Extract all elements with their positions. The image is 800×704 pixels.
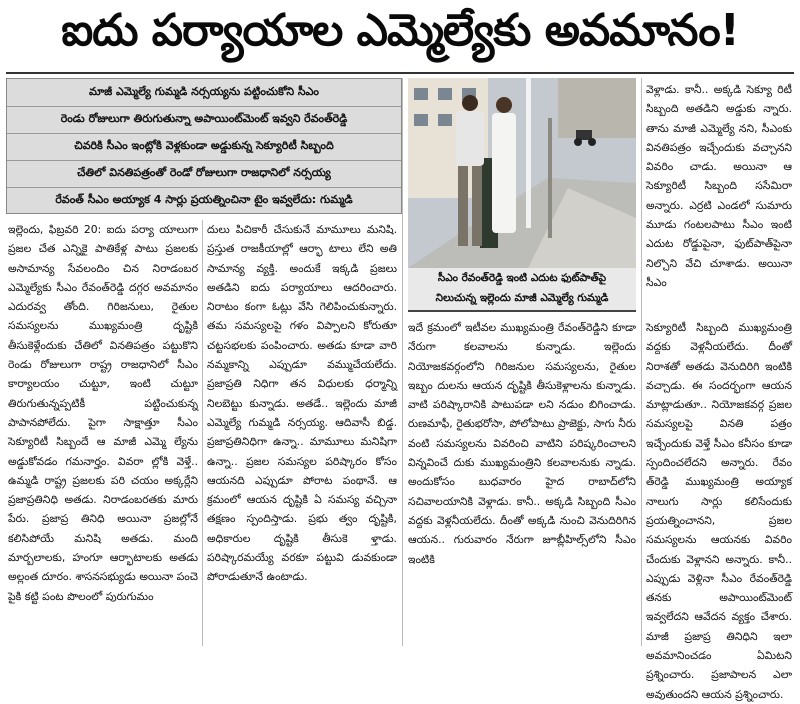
summary-line: మాజీ ఎమ్మెల్యే గుమ్మడి నర్సయ్యను పట్టించుకోని సీఎం — [88, 84, 320, 98]
photo-person-shirt — [456, 111, 484, 166]
summary-box — [6, 78, 402, 214]
photo-window — [438, 114, 452, 126]
column-divider — [641, 78, 642, 646]
summary-line: రెండు రోజులుగా తిరుగుతున్నా అపాయింట్‌మెంట్ ఇవ్వని రేవంత్‌రెడ్డి — [60, 111, 348, 125]
photo-caption — [408, 268, 636, 312]
article-text: ఇదే క్రమంలో ఇటీవల ముఖ్యమంత్రి రేవంత్‌రెడ్డిని కూడా నేరుగా కలవాలను కున్నాడు. ఇల్లెందు నియోజకవర్గంలోని గిరిజనుల సమస్యలను, రైతుల ఇబ్బం దులను ఆయన దృష్టికి తీసుకెళ్లాలను కున్నాడు. వాటి పరిష్కారానికి పాటుపడా లని నడుం బిగించాడు. రుణమాఫీ, రైతుభరోసా, పోలోపాటు ప్రాజెక్టు, సాగు నీరు వంటి సమస్యలను వివరించి వాటిని పరిష్కరించాలని విన్నవించే దుకు ముఖ్యమంత్రిని కలవాలనుకు న్నాడు. అందుకోసం బుధవారం హైద రాబాద్‌లోని సచివాలయానికి వెళ్లాడు. కానీ.. అక్కడి సిబ్బంది సీఎం వద్దకు వెళ్లనీయలేదు. దీంతో అక్కడి నుంచి వెనుదిరిగిన ఆయన.. గురువారం నేరుగా జూబ్లీహిల్స్‌లోని సీఎం ఇంటికి — [408, 321, 636, 566]
caption-line: సీఎం రేవంత్‌రెడ్డి ఇంటి ఎదుట ఫుట్‌పాత్‌పై — [437, 272, 607, 284]
photo-person-dhoti — [492, 113, 516, 233]
photo-illustration — [408, 78, 636, 268]
article-text: సెక్యూరిటీ సిబ్బంది ముఖ్యమంత్రి వద్దకు వెళ్లనీయలేదు. దీంతో నిరాశతో అతడు వెనుదిరిగి ఇంటికి వచ్చాడు. ఈ సందర్భంగా ఆయన మాట్లాడుతూ.. నియోజకవర్గ ప్రజల సమస్యలపై వినతి పత్రం ఇచ్చేందుకు వెళ్తే సీఎం కనీసం కూడా స్పందించలేదని అన్నారు. రేవం త్‌రెడ్డి ముఖ్యమంత్రి అయ్యాక నాలుగు సార్లు కలిసేందుకు ప్రయత్నించానని, ప్రజల సమస్యలను ఆయనకు వివరిం చేందుకు వెళ్లానని అన్నారు. కానీ.. ఎప్పుడు వెళ్లినా సీఎం రేవంత్‌రెడ్డి తనకు అపాయింట్‌మెంట్ ఇవ్వలేదని ఆవేదన వ్యక్తం చేశారు. మాజీ ప్రజాప్ర తినిధిని ఇలా అవమానించడం ఏమిటని ప్రశ్నించారు. ప్రజాపాలన ఎలా అవుతుందని ఆయన ప్రశ్నించారు. — [646, 321, 792, 701]
column-divider — [402, 78, 403, 646]
article-column-3 — [408, 318, 636, 646]
photo-window — [414, 114, 428, 126]
article-text: దులు పిచికారీ చేసుకునే మామూలు మనిషి. ప్రస్తుత రాజకీయాల్లో ఆర్భా టాలు లేని అతి సామాన్య వ్యక్తి. అందుకే ఇక్కడి ప్రజలు అతడిని ఐదు పర్యాయాలు ఆదరించారు. నిరాటం కంగా ఓట్లు వేసి గెలిపించుకున్నారు. తమ సమస్యలపై గళం విప్పాలని కోరుతూ చట్టసభలకు పంపించారు. అతడు కూడా వారి నమ్మకాన్ని ఎప్పుడూ వమ్ముచేయలేదు. ప్రజాప్రతి నిధిగా తన విధులకు ధర్మాన్ని నిలబెట్టు కున్నాడు. అతడే.. ఇల్లెందు మాజీ ఎమ్మెల్యే గుమ్మడి నర్సయ్య. ఆదివాసీ బిడ్డ. ప్రజాప్రతినిధిగా ఉన్నా.. మామూలు మనిషిగా ఉన్నా.. ప్రజల సమస్యల పరిష్కారం కోసం ఆయనది ఎప్పుడూ పోరాట పంథానే. ఆ క్రమంలో ఆయన దృష్టికి ఏ సమస్య వచ్చినా తక్షణం స్పందిస్తాడు. ప్రభు త్వం దృష్టికి, అధికారుల దృష్టికి తీసుకె ళ్తాడు. పరిష్కారమయ్యే వరకూ పట్టువి డువకుండా పోరాడుతూనే ఉంటాడు. — [207, 223, 397, 584]
article-column-1 — [8, 220, 198, 646]
photo-wheel — [588, 138, 596, 146]
headline-rule — [6, 72, 794, 74]
article-text: వెళ్లాడు. కానీ.. అక్కడి సెక్యూ రిటీ సిబ్బంది అతడిని అడ్డుకు న్నారు. తాను మాజీ ఎమ్మెల్యే నని, సీఎంకు వినతిపత్రం ఇచ్చేందుకు వచ్చానని వివరిం చాడు. అయినా ఆ సెక్యూరిటీ సిబ్బంది ససేమిరా అన్నారు. ఎర్రటి ఎండలో సుమారు మూడు గంటలపాటు సీఎం ఇంటి ఎదుట రోడ్డుపైనా, ఫుట్‌పాత్‌పైనా నిల్చొని వేచి చూశాడు. అయినా సీఎం — [646, 83, 792, 289]
summary-line: రేవంత్ సీఎం అయ్యాక 4 సార్లు ప్రయత్నించినా టైం ఇవ్వలేదు: గుమ్మడి — [55, 192, 353, 206]
photo-window — [438, 88, 452, 100]
article-column-4-bottom — [646, 318, 792, 701]
photo-person-head — [462, 95, 478, 111]
headline: ఐదు పర్యాయాల ఎమ్మెల్యేకు అవమానం! — [61, 5, 739, 56]
article-column-2 — [207, 220, 397, 646]
article-column-4-top — [646, 80, 792, 312]
photo-pole — [548, 118, 552, 238]
caption-line: నిలుచున్న ఇల్లెందు మాజీ ఎమ్మెల్యే గుమ్మడి — [435, 292, 609, 304]
column-divider — [202, 220, 203, 646]
photo-person-leg — [458, 166, 468, 246]
photo-wheel — [574, 138, 582, 146]
article-text: ఇల్లెందు, ఫిబ్రవరి 20: ఐదు పర్యా యాలుగా ప్రజల చేత ఎన్నికై పాతికేళ్ల పాటు ప్రజలకు అసామాన్య సేవలందిం చిన నిరాడంబర ఎమ్మెల్యేకు సీఎం రేవంత్‌రెడ్డి దగ్గర అవమానం ఎదురవ్వ తోంది. గిరిజనులు, రైతుల సమస్యలను ముఖ్యమంత్రి దృష్టికి తీసుకెళ్లేందుకు చేతిలో వినతిపత్రం పట్టుకొని రెండు రోజులుగా రాష్ట్ర రాజధానిలో సీఎం కార్యాలయం చుట్టూ, ఇంటి చుట్టూ తిరుగుతున్నప్పటికీ పట్టించుకున్న పాపానపోలేదు. పైగా సాక్షాత్తూ సీఎం సెక్యూరిటీ సిబ్బందే ఆ మాజీ ఎమ్మె ల్యేను అడ్డుకోవడం గమనార్హం. వివరా ల్లోకి వెళ్తే.. ఉమ్మడి రాష్ట్ర ప్రజలకు పరి చయం అక్కర్లేని ప్రజాప్రతినిధి అతడు. నిరాడంబరతకు మారు పేరు. ప్రజాప్ర తినిధి అయినా ప్రజల్లోనే కలిసిపోయే మనిషి అతడు. మంది మార్బలాలకు, హంగూ ఆర్భాటాలకు అతడు అల్లంత దూరం. శాసనసభ్యుడు అయినా పంచె పైకి కట్టి పంట పొలంలో పురుగుమం — [8, 223, 198, 603]
photo-person-head — [496, 97, 512, 113]
summary-line: చేతిలో వినతిపత్రంతో రెండో రోజులుగా రాజధానిలో నర్సయ్య — [77, 165, 331, 179]
photo-wall — [558, 78, 636, 138]
summary-line: చివరికి సీఎం ఇంట్లోకి వెళ్లకుండా అడ్డుకున్న సెక్యూరిటీ సిబ్బంది — [74, 138, 334, 152]
news-photo — [408, 78, 636, 268]
photo-pole — [526, 78, 531, 228]
photo-person-leg — [472, 166, 482, 246]
photo-window — [414, 88, 428, 100]
